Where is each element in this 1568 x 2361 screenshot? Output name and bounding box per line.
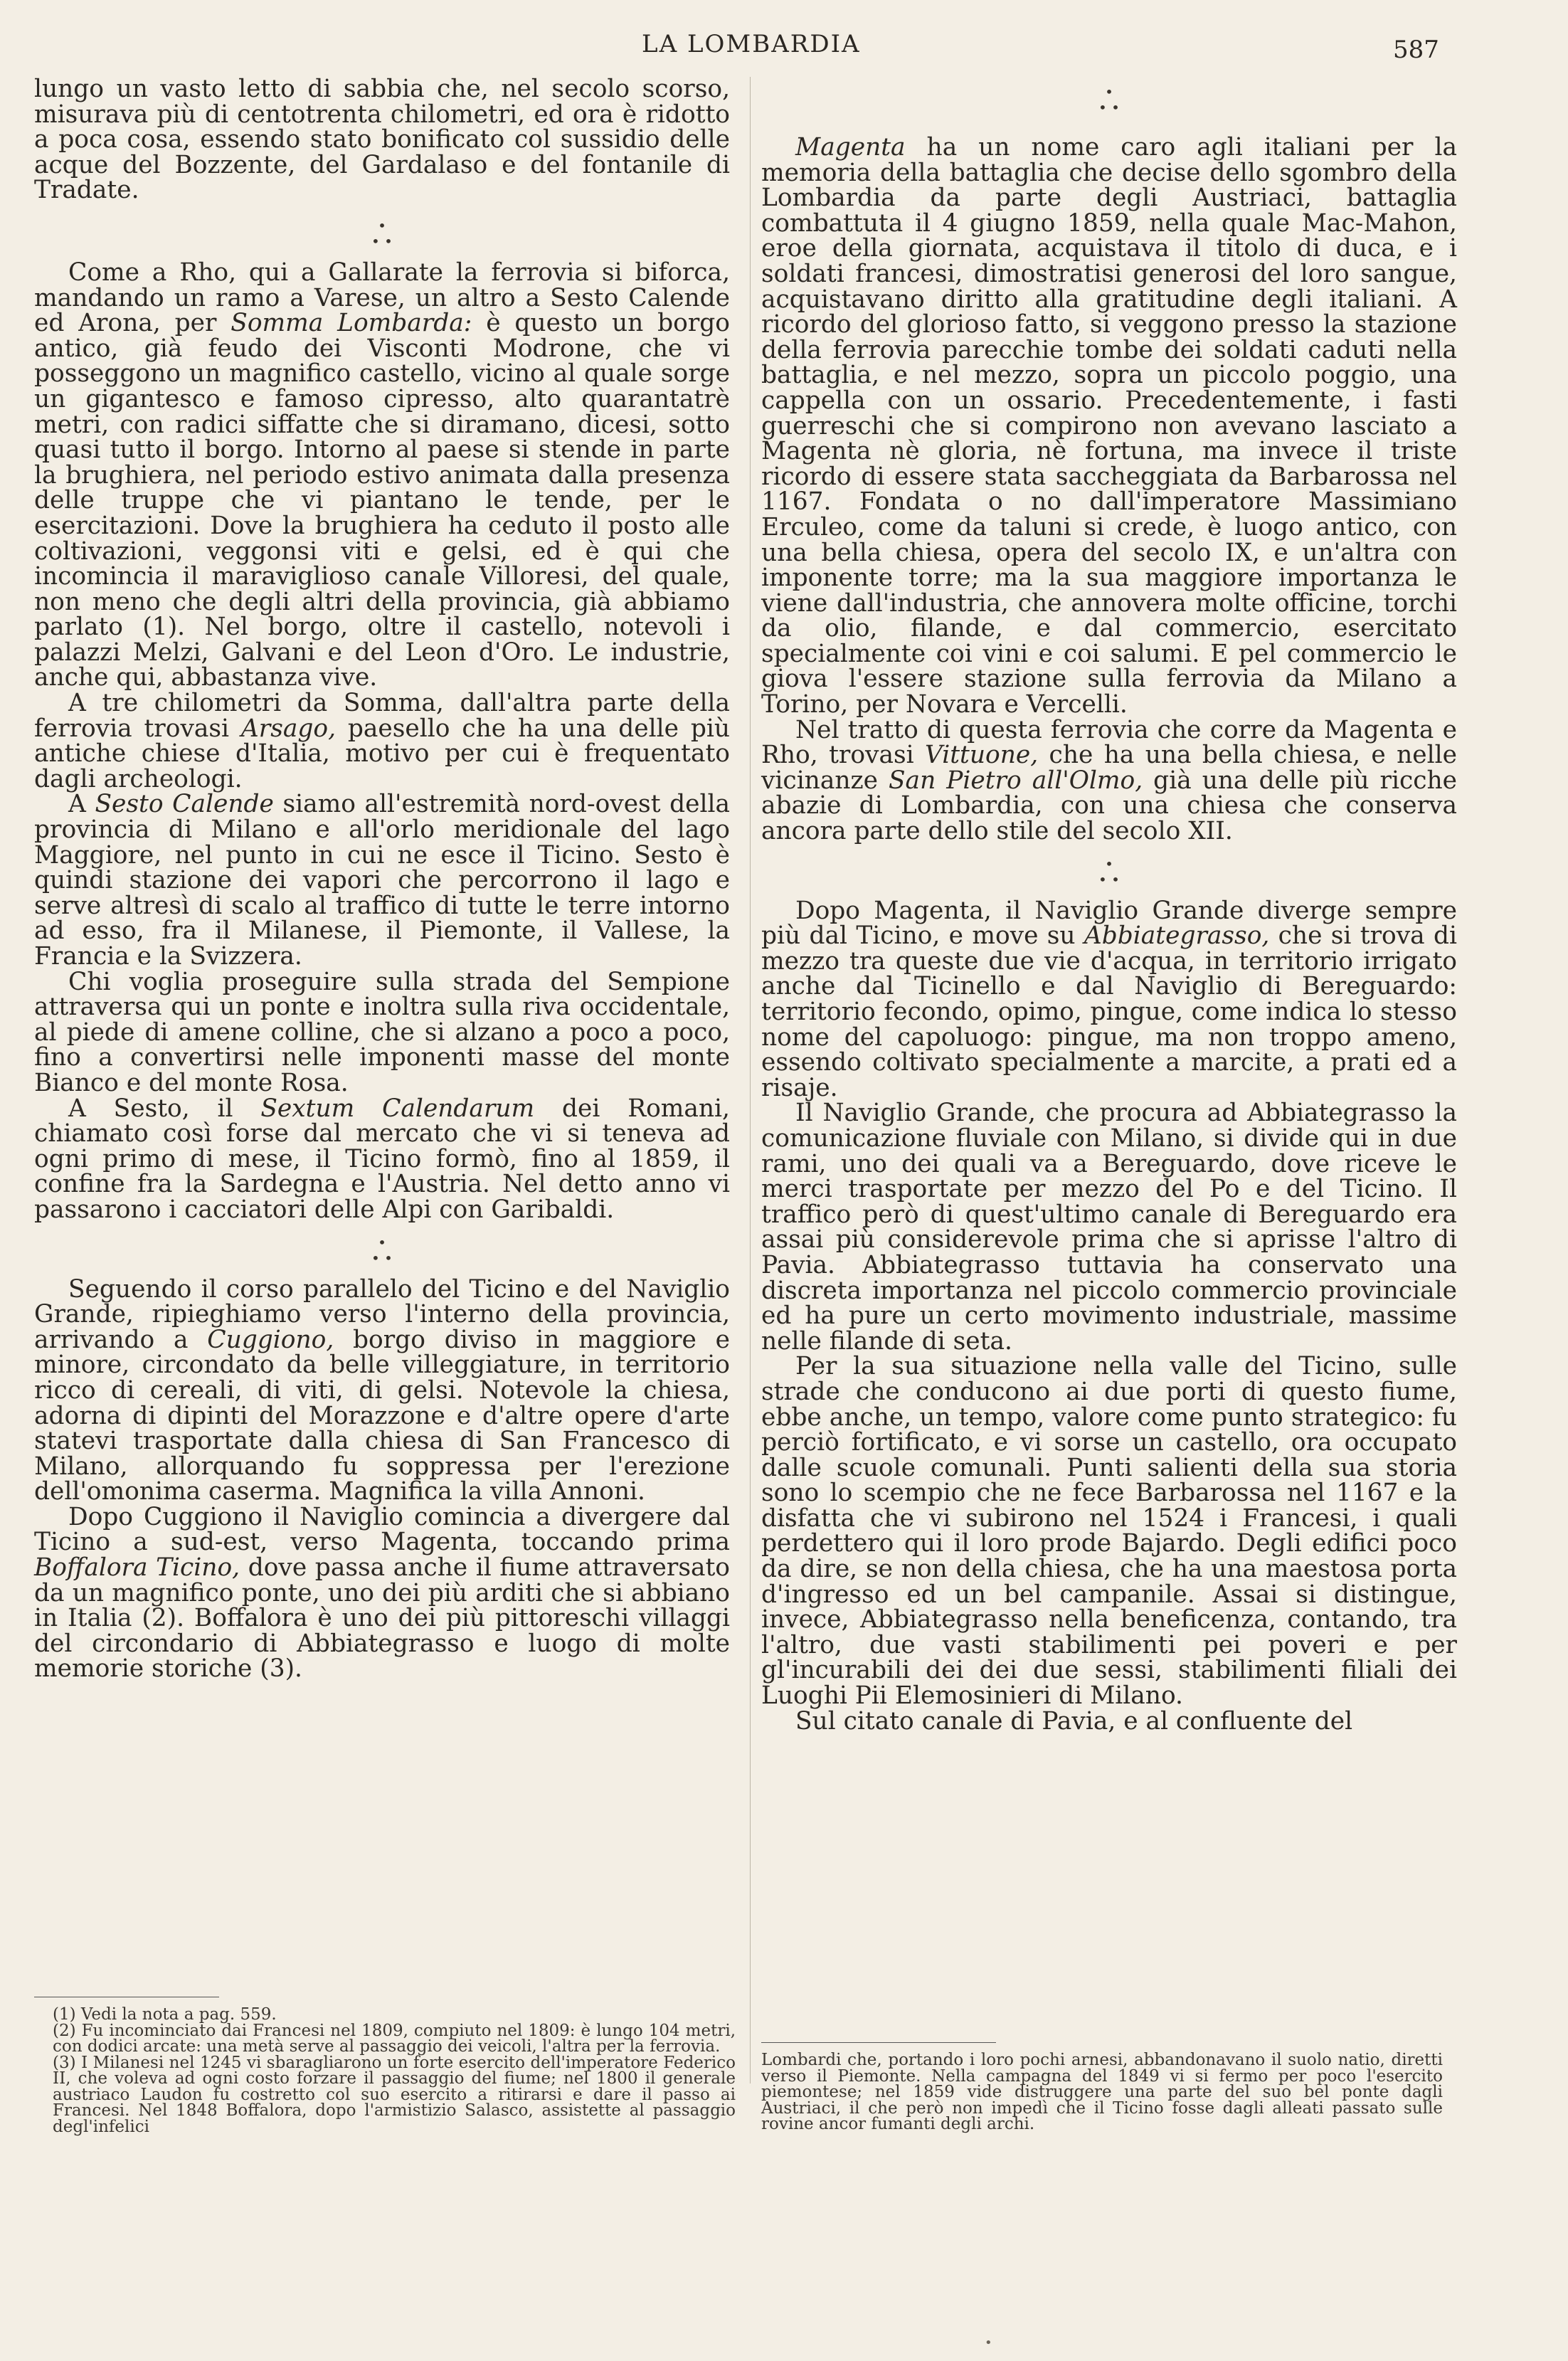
page-number: 587	[1393, 36, 1439, 64]
footnote: (1) Vedi la nota a pag. 559.	[53, 2005, 277, 2024]
section-separator	[34, 206, 730, 260]
paragraph: A Sesto Calende siamo all'estremità nord-ovest della provincia di Milano e all'orlo meridionale del lago Maggiore, nel punto in cui ne esce il Ticino. Sesto è quindi stazione dei vapori che percorrono il lago e serve altresì di scalo al traffico di tutte le terre intorno ad esso, fra il Milanese, il Piemonte, il Vallese, la Francia e la Svizzera.	[34, 790, 730, 971]
place-name: Boffalora Ticino,	[34, 1553, 240, 1583]
column-divider	[750, 77, 751, 2083]
footnote: (3) I Milanesi nel 1245 vi sbaragliarono un forte esercito dell'imperatore Federico II, che voleva ad ogni costo forzare il passaggio del fiume; nel 1800 il generale austriaco Laudon fu costretto col suo esercito a ritirarsi e dare il passo ai Francesi. Nel 1848 Boffalora, dopo l'armistizio Salasco, assistette al passaggio degl'infelici	[53, 2053, 736, 2136]
page-header	[0, 30, 1568, 73]
place-name: Arsago,	[240, 714, 337, 743]
separator-star: •	[1105, 855, 1113, 872]
paragraph: Per la sua situazione nella valle del Ticino, sulle strade che conducono ai due porti di questo fiume, ebbe anche, un tempo, valore come punto strategico: fu perciò fortificato, e vi sorse un castello, ora occupato dalle scuole comunali. Punti salienti della sua storia sono lo scempio che ne fece Barbarossa nel 1167 e la disfatta che vi subirono nel 1524 i Francesi, i quali perdettero qui il loro prode Bajardo. Degli edifici poco da dire, se non della chiesa, che ha una maestosa porta d'ingresso ed un bel campanile. Assai si distingue, invece, Abbiategrasso nella beneficenza, contando, tra l'altro, due vasti stabilimenti pei poveri e per gl'incurabili dei dei due sessi, stabilimenti filiali dei Luoghi Pii Elemosinieri di Milano.	[761, 1352, 1457, 1711]
place-name: Abbiategrasso,	[1084, 921, 1270, 951]
place-name: Vittuone,	[925, 741, 1039, 770]
separator-star: •	[378, 1233, 386, 1251]
footnotes-right	[761, 2052, 1443, 2133]
right-column	[761, 77, 1457, 1734]
running-head: LA LOMBARDIA	[642, 30, 861, 58]
paragraph: Come a Rho, qui a Gallarate la ferrovia si biforca, mandando un ramo a Varese, un altro a Sesto Calende ed Arona, per Somma Lombarda: è questo un borgo antico, già feudo dei Visconti Modrone, che vi posseggono un magnifico castello, vicino al quale sorge un gigantesco e famoso cipresso, alto quarantatrè metri, con radici siffatte che si diramano, dicesi, sotto quasi tutto il borgo. Intorno al paese si stende in parte la brughiera, nel periodo estivo animata dalla presenza delle truppe che vi piantano le tende, per le esercitazioni. Dove la brughiera ha ceduto il posto alle coltivazioni, veggonsi viti e gelsi, ed è qui che incomincia il maraviglioso canale Villoresi, del quale, non meno che degli altri della provincia, già abbiamo parlato (1). Nel borgo, oltre il castello, notevoli i palazzi Melzi, Galvani e del Leon d'Oro. Le industrie, anche qui, abbastanza vive.	[34, 258, 730, 692]
paragraph: Nel tratto di questa ferrovia che corre da Magenta e Rho, trovasi Vittuone, che ha una bella chiesa, e nelle vicinanze San Pietro all'Olmo, già una delle più ricche abazie di Lombardia, con una chiesa che conserva ancora parte dello stile del secolo XII.	[761, 715, 1457, 846]
section-separator	[761, 77, 1457, 135]
footnote: Lombardi che, portando i loro pochi arnesi, abbandonavano il suolo natio, diretti verso il Piemonte. Nella campagna del 1849 vi si fermo per poco l'esercito piemontese; nel 1859 vide distruggere una parte del suo bel ponte dagli Austriaci, il che però non impedì che il Ticino fosse dagli alleati passato sulle rovine ancor fumanti degli archi.	[761, 2051, 1443, 2133]
paragraph: lungo un vasto letto di sabbia che, nel secolo scorso, misurava più di centotrenta chilometri, ed ora è ridotto a poca cosa, essendo stato bonificato col sussidio delle acque del Bozzente, del Gardalaso e del fontanile di Tradate.	[34, 75, 730, 205]
separator-stars: • •	[371, 1249, 393, 1267]
separator-stars: • •	[1098, 99, 1120, 116]
separator-stars: • •	[371, 232, 393, 250]
section-separator	[34, 1223, 730, 1277]
place-name: Sesto Calende	[95, 790, 274, 819]
paragraph: Chi voglia proseguire sulla strada del Sempione attraversa qui un ponte e inoltra sulla riva occidentale, al piede di amene colline, che si alzano a poco a poco, fino a convertirsi nelle imponenti masse del monte Bianco e del monte Rosa.	[34, 967, 730, 1097]
paragraph: Dopo Cuggiono il Naviglio comincia a divergere dal Ticino a sud-est, verso Magenta, toccando prima Boffalora Ticino, dove passa anche il fiume attraversato da un magnifico ponte, uno dei più arditi che si abbiano in Italia (2). Boffalora è uno dei più pittoreschi villaggi del circondario di Abbiategrasso e luogo di molte memorie storiche (3).	[34, 1502, 730, 1684]
place-name: Magenta	[795, 133, 906, 162]
paragraph: A tre chilometri da Somma, dall'altra parte della ferrovia trovasi Arsago, paesello che ha una delle più antiche chiese d'Italia, motivo per cui è frequentato dagli archeologi.	[34, 689, 730, 793]
separator-stars: • •	[1098, 870, 1120, 888]
section-separator	[761, 845, 1457, 899]
place-name: Cuggiono,	[207, 1325, 334, 1354]
left-column	[34, 77, 730, 1682]
separator-star: •	[1105, 83, 1113, 100]
paragraph: Il Naviglio Grande, che procura ad Abbiategrasso la comunicazione fluviale con Milano, si divide qui in due rami, uno dei quali va a Bereguardo, dove riceve le merci trasportate per mezzo del Po e del Ticino. Il traffico però di quest'ultimo canale di Bereguardo era assai più considerevole prima che si aprisse l'altro di Pavia. Abbiategrasso tuttavia ha conservato una discreta importanza nel piccolo commercio provinciale ed ha pure un certo movimento industriale, massime nelle filande di seta.	[761, 1099, 1457, 1356]
footnotes-left	[53, 2007, 736, 2135]
place-name: San Pietro all'Olmo,	[889, 766, 1143, 795]
paragraph: Seguendo il corso parallelo del Ticino e del Naviglio Grande, ripieghiamo verso l'interno della provincia, arrivando a Cuggiono, borgo diviso in maggiore e minore, circondato da belle villeggiature, in territorio ricco di cereali, di viti, di gelsi. Notevole la chiesa, adorna di dipinti del Morazzone e d'altre opere d'arte statevi trasportate dalla chiesa di San Francesco di Milano, allorquando fu soppressa per l'erezione dell'omonima caserma. Magnifica la villa Annoni.	[34, 1274, 730, 1506]
footnote-rule	[761, 2042, 996, 2043]
paragraph: A Sesto, il Sextum Calendarum dei Romani, chiamato così forse dal mercato che vi si teneva ad ogni primo di mese, il Ticino formò, fino al 1859, il confine fra la Sardegna e l'Austria. Nel detto anno vi passarono i cacciatori delle Alpi con Garibaldi.	[34, 1094, 730, 1224]
place-name: Somma Lombarda:	[231, 309, 472, 338]
paragraph: Magenta ha un nome caro agli italiani per la memoria della battaglia che decise dello sgombro della Lombardia da parte degli Austriaci, battaglia combattuta il 4 giugno 1859, nella quale Mac-Mahon, eroe della giornata, acquistava il titolo di duca, e i soldati francesi, dimostratisi generosi del loro sangue, acquistavano diritto alla gratitudine degli italiani. A ricordo del glorioso fatto, si veggono presso la stazione della ferrovia parecchie tombe dei soldati caduti nella battaglia, e nel mezzo, sopra un piccolo poggio, una cappella con un ossario. Precedentemente, i fasti guerreschi che si compirono non avevano lasciato a Magenta nè gloria, nè fortuna, ma invece il triste ricordo di essere stata saccheggiata da Barbarossa nel 1167. Fondata o no dall'imperatore Massimiano Erculeo, come da taluni si crede, è luogo antico, con una bella chiesa, opera del secolo IX, e un'altra con imponente torre; ma la sua maggiore importanza le viene dall'industria, che annovera molte officine, torchi da olio, filande, e dal commercio, esercitato specialmente coi vini e coi salumi. E pel commercio le giova l'essere stazione sulla ferrovia da Milano a Torino, per Novara e Vercelli.	[761, 133, 1457, 719]
print-mark: •	[985, 2335, 992, 2350]
footnote: (2) Fu incominciato dai Francesi nel 1809, compiuto nel 1809: è lungo 104 metri, con dodici arcate: una metà serve al passaggio dei veicoli, l'altra per la ferrovia.	[53, 2021, 736, 2056]
paragraph: Sul citato canale di Pavia, e al confluente del	[795, 1706, 1353, 1736]
separator-star: •	[378, 216, 386, 234]
place-name: Sextum Calendarum	[260, 1094, 535, 1123]
paragraph: Dopo Magenta, il Naviglio Grande diverge sempre più dal Ticino, e move su Abbiategrasso, che si trova di mezzo tra queste due vie d'acqua, in territorio irrigato anche dal Ticinello e dal Naviglio di Bereguardo: territorio fecondo, opimo, pingue, come indica lo stesso nome del capoluogo: pingue, ma non troppo ameno, essendo coltivato specialmente a marcite, a prati ed a risaje.	[761, 896, 1457, 1102]
